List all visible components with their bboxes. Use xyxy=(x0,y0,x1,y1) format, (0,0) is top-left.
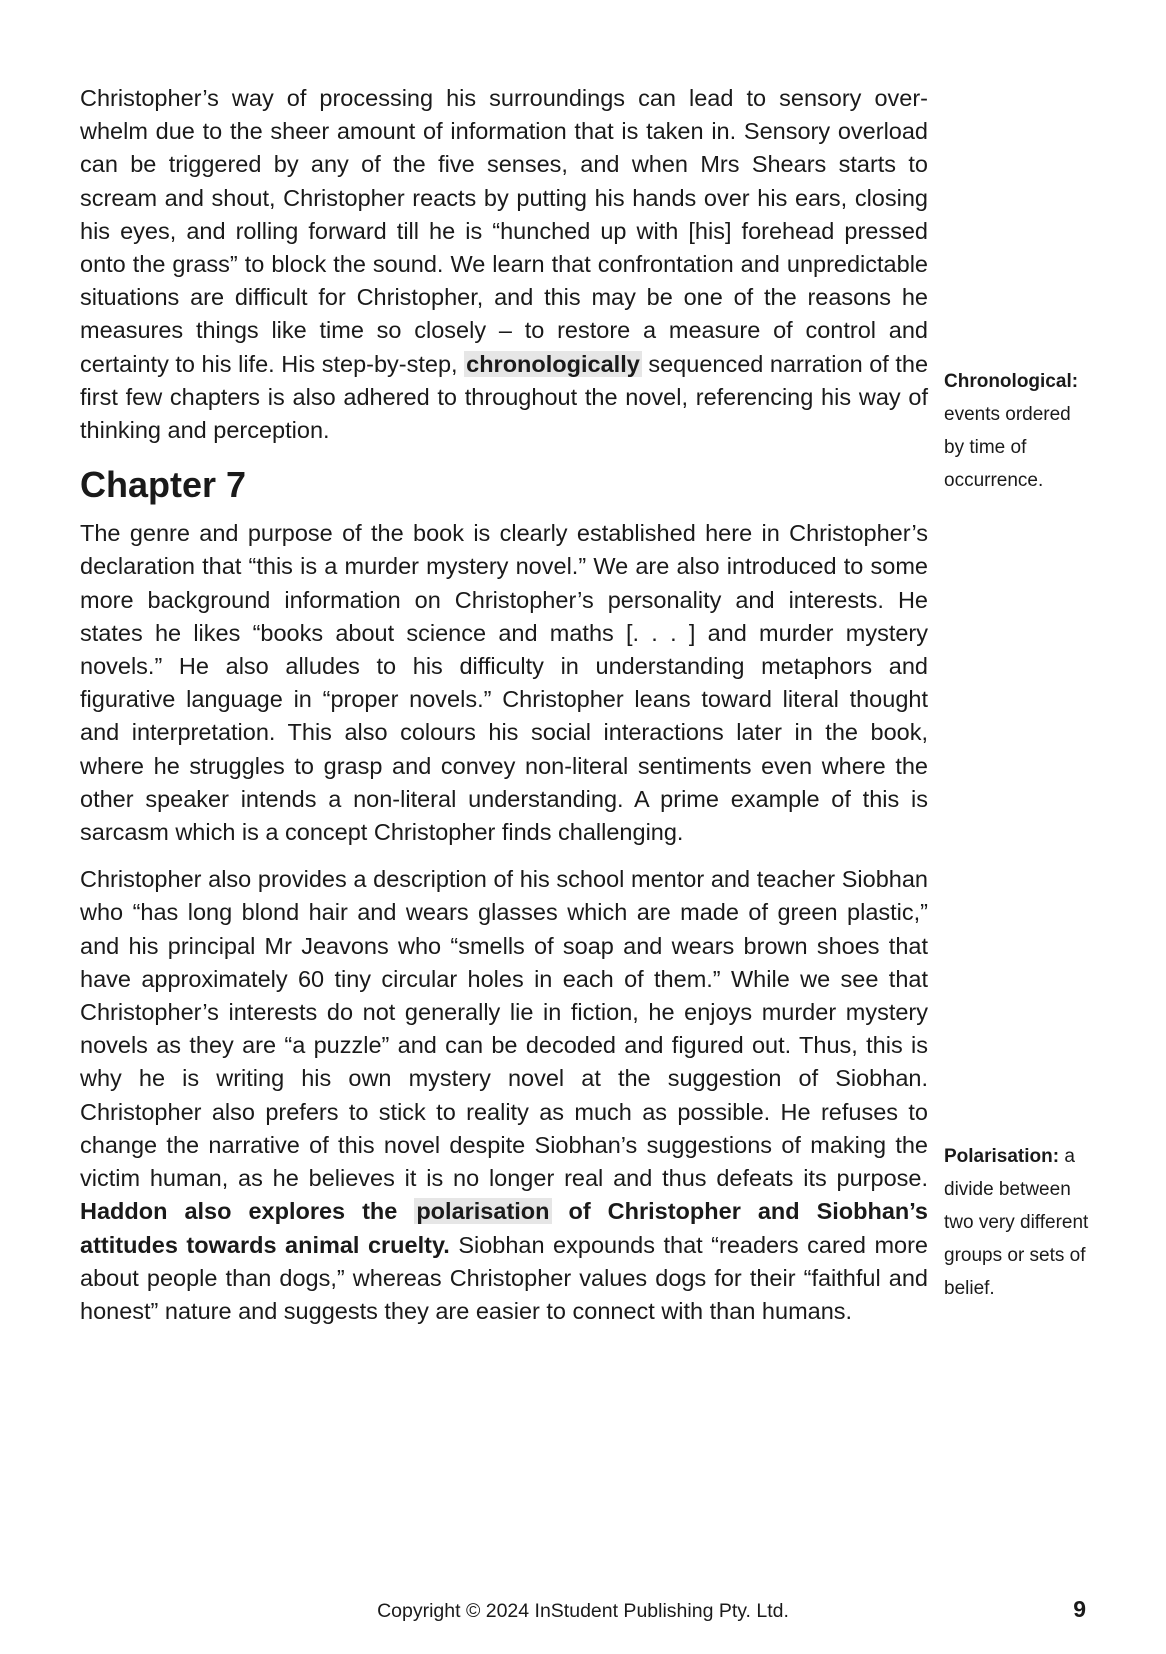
glossary-note-chronological: Chronological: events ordered by time of occurrence. xyxy=(944,371,1079,491)
highlight-chronologically: chronologically xyxy=(466,350,640,377)
paragraph-2: The genre and purpose of the book is clearly established here in Christopher’s declaration that “this is a murder mystery novel.” We are also introduced to some more background information on Christopher’s personality and interests. He states he likes “books about science and maths [. . . ] and murder mystery novels.” He also alludes to his difficulty in understanding metaphors and figurative language in “proper novels.” Christopher leans toward literal thought and interpretation. This also colours his social interactions later in the book, where he struggles to grasp and convey non-literal sentiments even where the other speaker intends a non-literal understanding. A prime example of this is sarcasm which is a concept Christopher finds challenging. xyxy=(80,520,928,846)
glossary-note-polarisation: Polarisation: a divide between two very different groups or sets of belief. xyxy=(944,1146,1089,1299)
paragraph-3: Christopher also provides a description of his school mentor and teacher Siobhan who “has long blond hair and wears glasses which are made of green plastic,” and his principal Mr Jeavons who “smells of soap and wears brown shoes that have approximately 60 tiny circular holes in each of them.” While we see that Christopher’s interests do not generally lie in fiction, he enjoys murder mystery novels as they are “a puzzle” and can be decoded and figured out. Thus, this is why he is writing his own mystery novel at the suggestion of Siobhan. Christopher also prefers to stick to reality as much as possible. He refuses to change the narrative of this novel despite Siobhan’s suggestions of making the victim human, as he believes it is no longer real and thus defeats its purpose. Haddon also explores the polarisation of Christopher and Siobhan’s attitudes towards animal cruelty. Siobhan expounds that “readers cared more about people than dogs,” whereas Christopher values dogs for their “faithful and honest” nature and suggests they are easier to connect with than humans. xyxy=(80,866,928,1324)
footer-copyright: Copyright © 2024 InStudent Publishing Pty. Ltd. xyxy=(377,1600,789,1622)
main-text-column xyxy=(80,82,928,1328)
page-number: 9 xyxy=(1073,1596,1086,1622)
chapter-heading: Chapter 7 xyxy=(80,464,247,506)
highlight-polarisation: polarisation xyxy=(416,1198,550,1225)
intro-paragraph: Christopher’s way of processing his surroundings can lead to sensory over-whelm due to the sheer amount of information that is taken in. Sensory overload can be triggered by any of the five senses, and when Mrs Shears starts to scream and shout, Christopher reacts by putting his hands over his ears, closing his eyes, and rolling forward till he is “hunched up with [his] forehead pressed onto the grass” to block the sound. We learn that confrontation and unpredictable situations are difficult for Christopher, and this may be one of the reasons he measures things like time so closely – to restore a measure of control and certainty to his life. His step-by-step, chronologically sequenced narration of the first few chapters is also adhered to throughout the novel, referencing his way of thinking and perception. xyxy=(80,85,929,444)
